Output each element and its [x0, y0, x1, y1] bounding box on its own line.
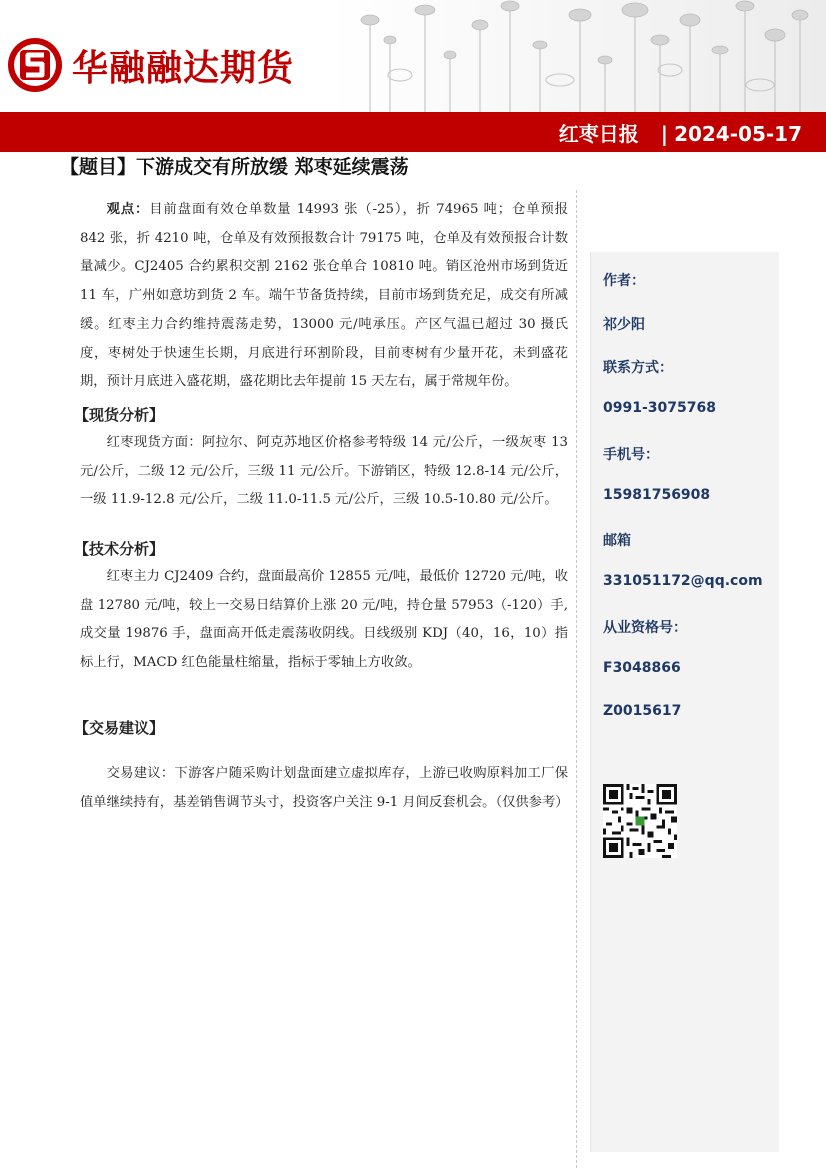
report-banner	[0, 112, 826, 152]
mobile-number: 15981756908	[603, 487, 711, 503]
header-decoration	[330, 0, 826, 112]
advice-paragraph: 交易建议：下游客户随采购计划盘面建立虚拟库存，上游已收购原料加工厂保值单继续持有，基差销售调节头寸，投资客户关注 9-1 月间反套机会。（仅供参考）	[80, 765, 569, 810]
report-body	[74, 196, 569, 817]
author-sidebar	[590, 252, 779, 1152]
technical-heading: 【技术分析】	[74, 540, 165, 559]
report-header	[0, 0, 826, 112]
email-address: 331051172@qq.com	[603, 573, 763, 589]
company-logo-icon	[6, 36, 64, 94]
author-name: 祁少阳	[603, 317, 645, 333]
author-label: 作者：	[603, 273, 645, 289]
company-name: 华融融达期货	[72, 48, 295, 89]
license-label: 从业资格号：	[603, 620, 687, 636]
email-label: 邮箱	[603, 533, 631, 549]
banner-separator: |	[660, 122, 669, 146]
license-number-2: Z0015617	[603, 703, 682, 719]
contact-phone: 0991-3075768	[603, 400, 716, 416]
technical-paragraph: 红枣主力 CJ2409 合约，盘面最高价 12855 元/吨，最低价 12720 元/吨，收盘 12780 元/吨，较上一交易日结算价上涨 20 元/吨，持仓量 57953（-120）手,成交量 19876 手，盘面高开低走震荡收阴线。日线级别 KDJ（40，16，10）指标上行，MACD 红色能量柱缩量，指标于零轴上方收敛。	[80, 569, 568, 671]
viewpoint-paragraph	[80, 196, 568, 397]
viewpoint-lead: 观点：	[106, 202, 150, 217]
column-divider	[576, 190, 577, 1168]
license-number-1: F3048866	[603, 660, 681, 676]
viewpoint-text: 目前盘面有效仓单数量 14993 张（-25），折 74965 吨；仓单预报 842 张，折 4210 吨，仓单及有效预报数合计 79175 吨，仓单及有效预报合计数量减少。CJ2405 合约累积交割 2162 张仓单合 10810 吨。销区沧州市场到货近 11 车，广州如意坊到货 2 车。端午节备货持续，目前市场到货充足，成交有所减缓。红枣主力合约维持震荡走势，13000 元/吨承压。产区气温已超过 30 摄氏度，枣树处于快速生长期，月底进行环割阶段，目前枣树有少量开花，未到盛花期，预计月底进入盛花期，盛花期比去年提前 15 天左右，属于常规年份。	[80, 202, 568, 390]
advice-heading: 【交易建议】	[74, 718, 165, 737]
mobile-label: 手机号：	[603, 447, 659, 463]
qr-code-icon	[603, 784, 677, 858]
report-date: 2024-05-17	[674, 122, 802, 146]
spot-paragraph: 红枣现货方面：阿拉尔、阿克苏地区价格参考特级 14 元/公斤，一级灰枣 13 元/公斤，二级 12 元/公斤，三级 11 元/公斤。下游销区，特级 12.8-14 元/公斤，一级 11.9-12.8 元/公斤，二级 11.0-11.5 元/公斤，三级 10.5-10.80 元/公斤。	[80, 434, 568, 508]
report-banner-text	[559, 118, 802, 147]
page-title: 【题目】下游成交有所放缓 郑枣延续震荡	[60, 156, 409, 178]
report-type: 红枣日报	[558, 122, 639, 146]
spot-heading: 【现货分析】	[74, 405, 165, 424]
contact-label: 联系方式：	[603, 360, 673, 376]
